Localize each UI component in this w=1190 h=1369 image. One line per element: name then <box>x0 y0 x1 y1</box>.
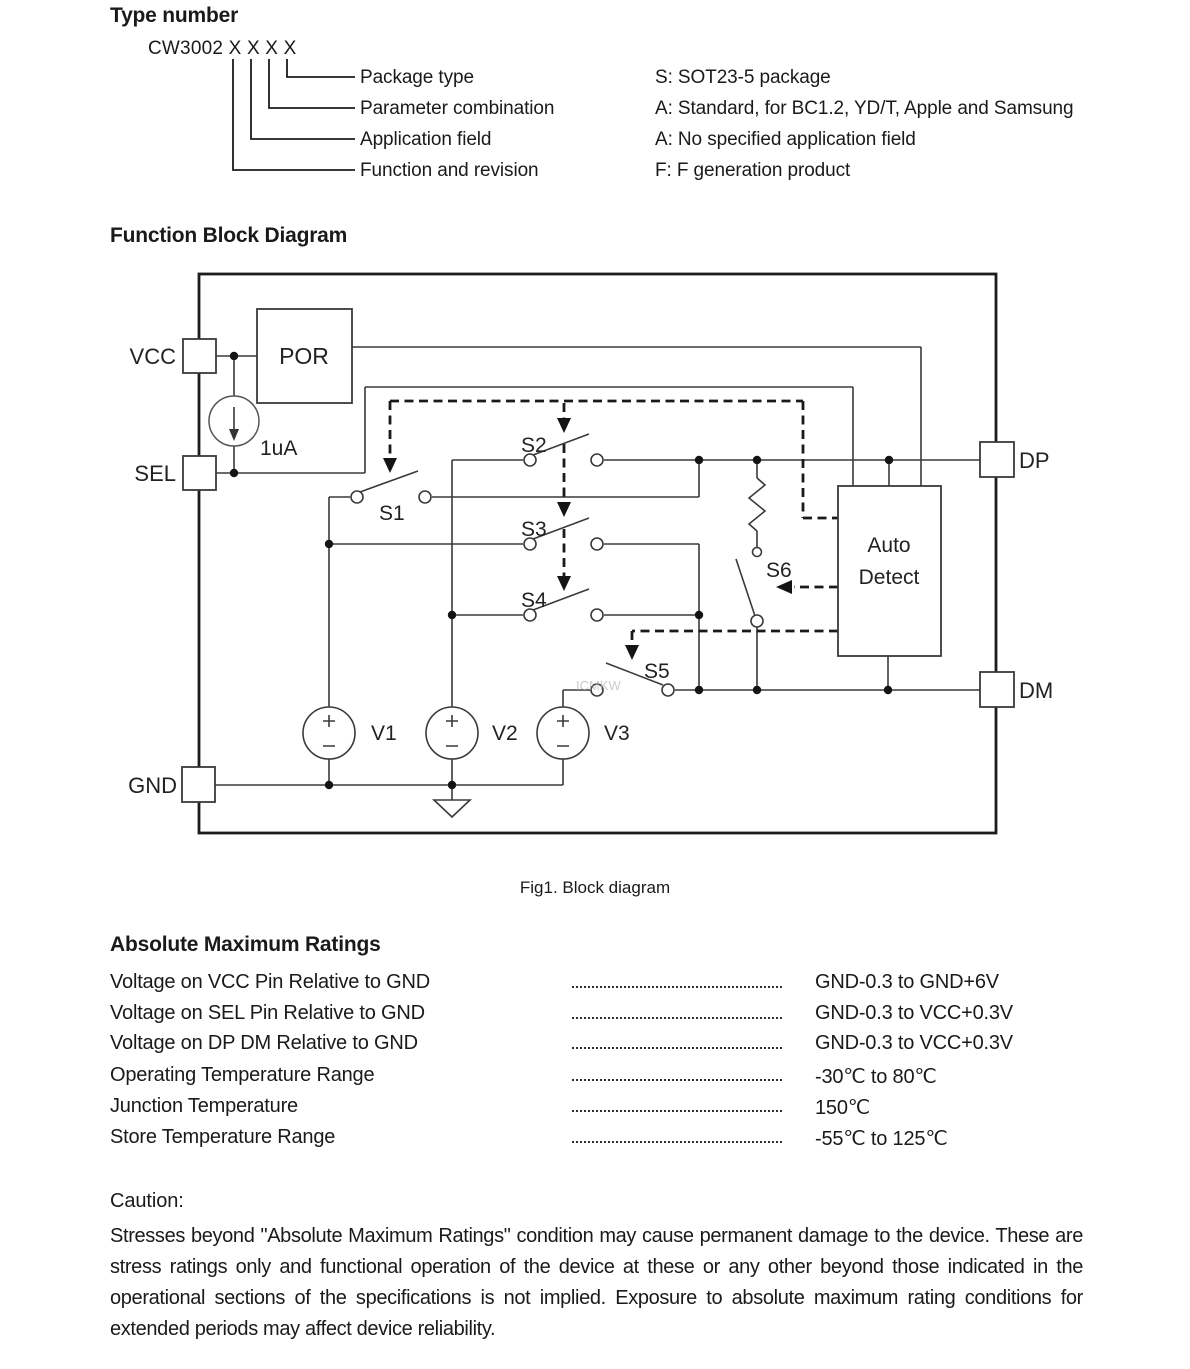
function-block-diagram <box>120 265 1080 850</box>
fanout-line-application <box>251 59 355 139</box>
dotted-leader <box>572 986 782 988</box>
figure-caption: Fig1. Block diagram <box>519 878 671 897</box>
rating-value: 150℃ <box>815 1097 871 1119</box>
switch-s6-blade <box>736 559 755 616</box>
rating-row <box>110 1126 1083 1152</box>
switch-s1-label: S1 <box>379 502 405 525</box>
dotted-leader <box>572 1017 782 1019</box>
switch-s6-label: S6 <box>766 559 792 582</box>
block-diagram-heading: Function Block Diagram <box>110 224 348 247</box>
ground-symbol <box>434 800 470 817</box>
auto-detect-label-1: Auto <box>867 534 911 557</box>
gnd-pin <box>182 767 215 802</box>
voltage-source-v1 <box>303 707 355 759</box>
rating-label: Voltage on SEL Pin Relative to GND <box>110 1002 425 1024</box>
dotted-leader <box>572 1047 782 1049</box>
rating-value: GND-0.3 to VCC+0.3V <box>815 1002 1013 1024</box>
dp-pin <box>980 442 1014 477</box>
field-label-parameter: Parameter combination <box>360 98 555 119</box>
switch-s2-label: S2 <box>521 434 547 457</box>
dotted-leader <box>572 1079 782 1081</box>
dotted-leader <box>572 1110 782 1112</box>
field-desc-application: A: No specified application field <box>655 129 916 150</box>
rating-row <box>110 971 1083 997</box>
abs-max-heading: Absolute Maximum Ratings <box>110 933 381 956</box>
v1-label: V1 <box>371 722 397 745</box>
rating-label: Voltage on VCC Pin Relative to GND <box>110 971 431 993</box>
switch-s3-label: S3 <box>521 518 547 541</box>
voltage-source-v2 <box>426 707 478 759</box>
type-number-heading: Type number <box>110 4 239 27</box>
part-code: CW3002 X X X X <box>148 38 297 59</box>
gnd-pin-label: GND <box>128 773 177 798</box>
rating-value: GND-0.3 to GND+6V <box>815 971 999 993</box>
field-desc-package: S: SOT23-5 package <box>655 67 831 88</box>
switch-s4-label: S4 <box>521 589 547 612</box>
rating-label: Voltage on DP DM Relative to GND <box>110 1032 418 1054</box>
field-desc-parameter: A: Standard, for BC1.2, YD/T, Apple and Samsung <box>655 98 1074 119</box>
caution-heading: Caution: <box>110 1190 184 1212</box>
current-source-1ua <box>209 396 259 446</box>
dotted-leader <box>572 1141 782 1143</box>
rating-value: -55℃ to 125℃ <box>815 1128 948 1150</box>
rating-value: GND-0.3 to VCC+0.3V <box>815 1032 1013 1054</box>
resistor <box>749 478 765 531</box>
sel-pin <box>183 456 216 490</box>
switch-terminals <box>351 454 763 696</box>
rating-row <box>110 1032 1083 1058</box>
field-label-function: Function and revision <box>360 160 539 181</box>
rating-label: Operating Temperature Range <box>110 1064 375 1086</box>
dm-pin <box>980 672 1014 707</box>
rating-value: -30℃ to 80℃ <box>815 1066 937 1088</box>
vcc-pin <box>183 339 216 373</box>
field-label-application: Application field <box>360 129 492 150</box>
sel-pin-label: SEL <box>134 461 176 486</box>
auto-detect-label-2: Detect <box>858 566 920 589</box>
current-source-label: 1uA <box>260 437 298 460</box>
fanout-line-package <box>287 59 355 77</box>
voltage-source-v3 <box>537 707 589 759</box>
rating-row <box>110 1064 1083 1090</box>
v3-label: V3 <box>604 722 630 745</box>
fanout-line-parameter <box>269 59 355 108</box>
switch-blades <box>360 434 755 685</box>
por-label: POR <box>279 343 329 369</box>
dm-pin-label: DM <box>1019 678 1054 703</box>
switch-s1-blade <box>360 471 418 492</box>
field-desc-function: F: F generation product <box>655 160 851 181</box>
control-dashed-lines <box>390 401 838 646</box>
vcc-pin-label: VCC <box>129 344 176 369</box>
rating-label: Junction Temperature <box>110 1095 298 1117</box>
field-label-package: Package type <box>360 67 474 88</box>
rating-label: Store Temperature Range <box>110 1126 336 1148</box>
control-arrowheads <box>383 418 792 660</box>
v2-label: V2 <box>492 722 518 745</box>
rating-row <box>110 1002 1083 1028</box>
watermark-text: ICMKW <box>576 678 621 693</box>
caution-paragraph: Stresses beyond "Absolute Maximum Ratings" condition may cause permanent damage to the device. These are stress ratings only and functional operation of the device at these or any other beyond those indicated in the operational sections of the specifications is not implied. Exposure to absolute maximum rating conditions for extended periods may affect device reliability. <box>110 1225 1083 1340</box>
switch-s5-label: S5 <box>644 660 670 683</box>
rating-row <box>110 1095 1083 1121</box>
dp-pin-label: DP <box>1019 448 1050 473</box>
